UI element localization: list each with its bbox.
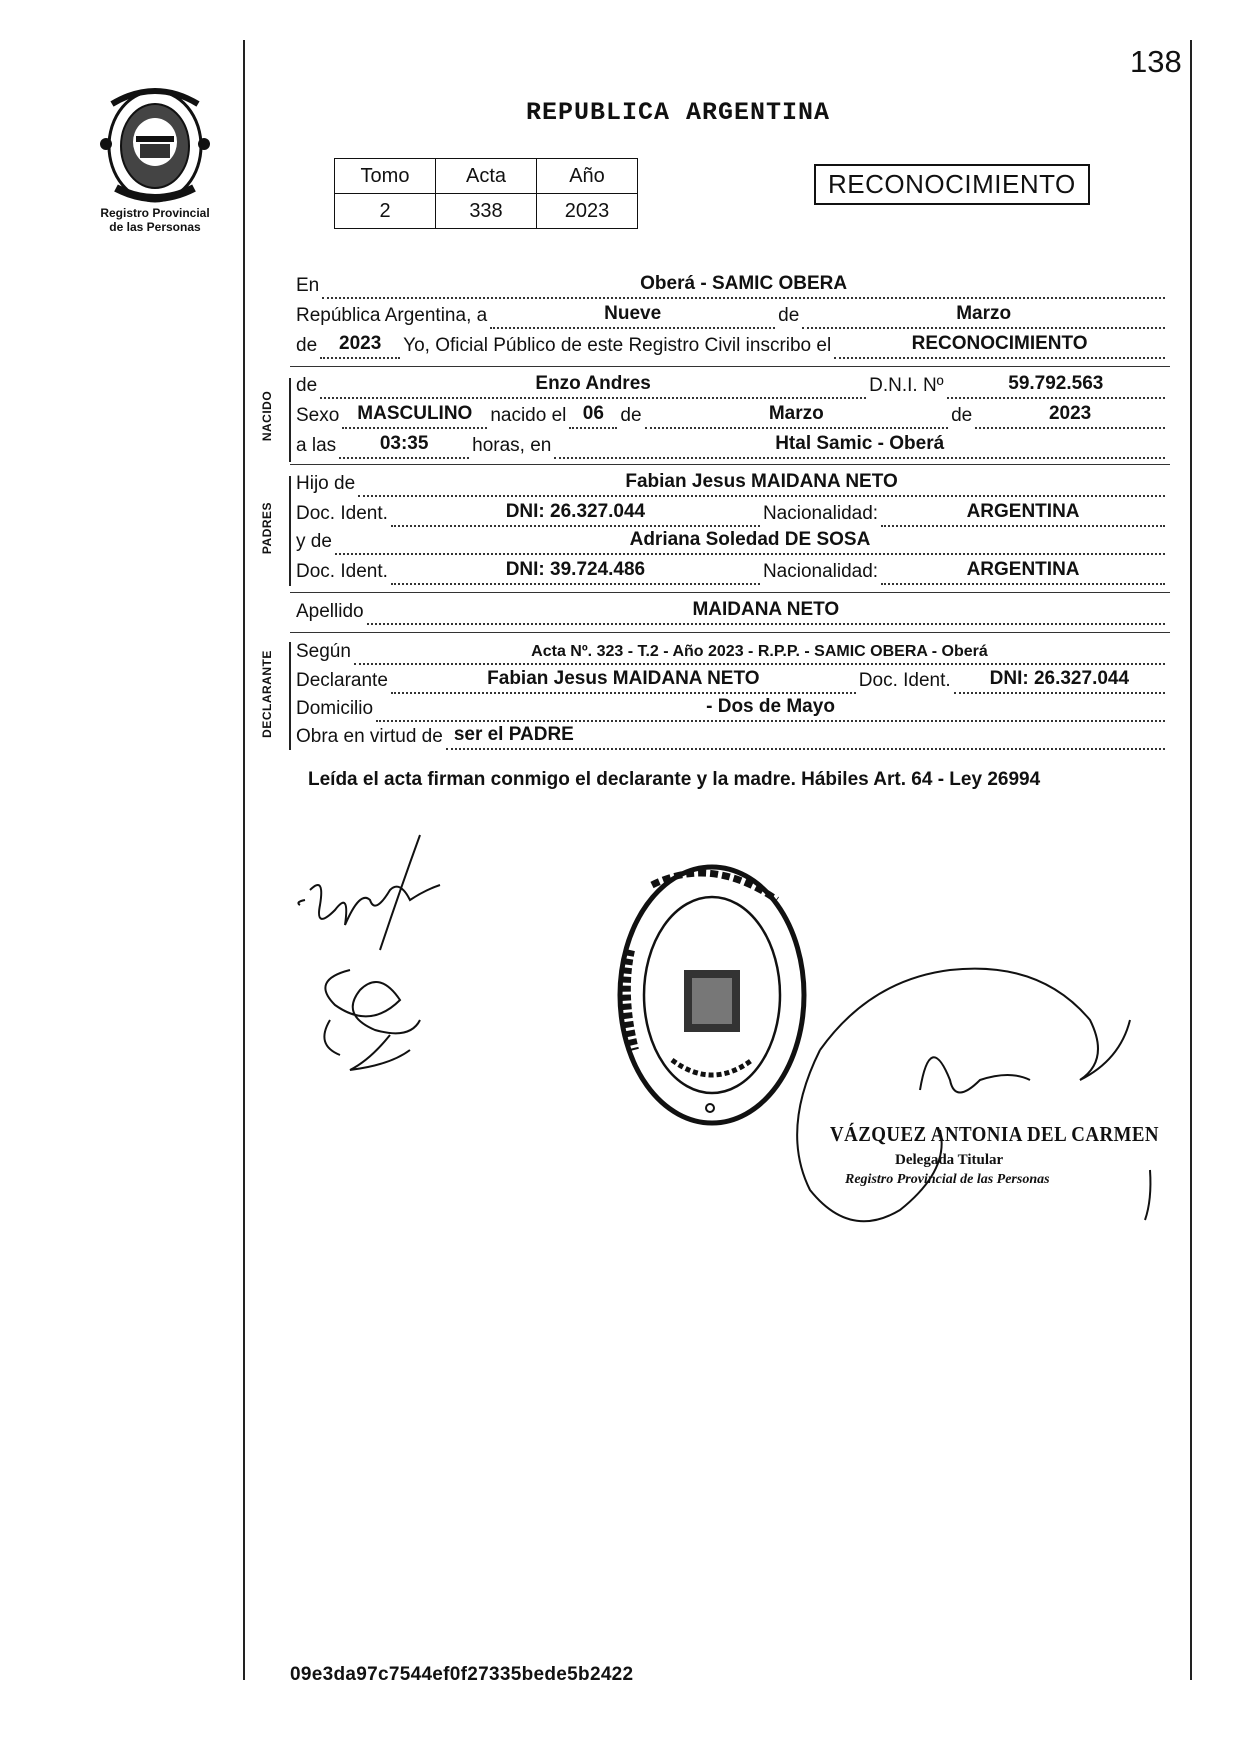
- label-hijo: Hijo de: [296, 473, 356, 494]
- side-label-padres: PADRES: [260, 501, 274, 555]
- value-birth-year: 2023: [1048, 403, 1092, 424]
- document-hash: 09e3da97c7544ef0f27335bede5b2422: [290, 1664, 634, 1685]
- label-mother-nat: Nacionalidad:: [762, 561, 879, 582]
- crest-caption-line1: Registro Provincial: [100, 206, 210, 220]
- value-obra: ser el PADRE: [453, 724, 574, 745]
- label-inscribe: Yo, Oficial Público de este Registro Civil inscribo el: [403, 335, 832, 356]
- declarant-signature: [290, 830, 470, 1080]
- crest-caption: [80, 206, 230, 234]
- register-header-anio: Año: [537, 159, 638, 194]
- value-dni: 59.792.563: [1008, 373, 1104, 394]
- divider-declarante-top: [290, 632, 1170, 633]
- value-father: Fabian Jesus MAIDANA NETO: [625, 471, 898, 492]
- label-de-month: de: [620, 405, 642, 426]
- page-number: 138: [1130, 44, 1182, 79]
- official-office: Registro Provincial de las Personas: [845, 1172, 1050, 1187]
- row-name: [296, 370, 1168, 399]
- row-place: [296, 270, 1168, 299]
- label-declarant-doc: Doc. Ident.: [858, 670, 951, 691]
- value-declarant: Fabian Jesus MAIDANA NETO: [487, 668, 760, 689]
- register-table: [334, 158, 638, 229]
- label-de: de: [778, 305, 800, 326]
- divider-apellido-top: [290, 592, 1170, 593]
- register-value-row: [335, 194, 638, 229]
- side-label-nacido: NACIDO: [260, 390, 274, 442]
- value-act-type: RECONOCIMIENTO: [911, 333, 1088, 354]
- row-obra: [296, 721, 1168, 750]
- label-nacido: nacido el: [490, 405, 567, 426]
- side-bar-declarante: [289, 642, 291, 750]
- row-birth: [296, 400, 1168, 429]
- row-declarant: [296, 665, 1168, 694]
- value-birth-day: 06: [582, 403, 604, 424]
- label-dni: D.N.I. Nº: [869, 375, 944, 396]
- crest-caption-line2: de las Personas: [109, 220, 201, 234]
- official-title: Delegada Titular: [895, 1152, 1004, 1168]
- value-month: Marzo: [956, 303, 1012, 324]
- register-value-acta: 338: [436, 194, 537, 229]
- document-type-box: RECONOCIMIENTO: [814, 164, 1090, 205]
- label-mother-doc: Doc. Ident.: [296, 561, 388, 582]
- label-father-nat: Nacionalidad:: [762, 503, 879, 524]
- value-segun: Acta Nº. 323 - T.2 - Año 2023 - R.P.P. - SAMIC OBERA - Oberá: [531, 643, 988, 660]
- value-mother-nat: ARGENTINA: [966, 559, 1080, 580]
- register-header-row: [335, 159, 638, 194]
- label-segun: Según: [296, 641, 351, 662]
- label-sexo: Sexo: [296, 405, 340, 426]
- row-father: [296, 468, 1168, 497]
- value-mother: Adriana Soledad DE SOSA: [629, 529, 871, 550]
- label-de-name: de: [296, 375, 318, 396]
- value-domicilio: - Dos de Mayo: [706, 696, 835, 717]
- value-sexo: MASCULINO: [357, 403, 473, 424]
- side-label-declarante: DECLARANTE: [260, 650, 275, 738]
- row-mother-doc: [296, 556, 1168, 585]
- value-time: 03:35: [379, 433, 429, 454]
- register-value-anio: 2023: [537, 194, 638, 229]
- label-declarante: Declarante: [296, 670, 388, 691]
- value-surname: MAIDANA NETO: [692, 599, 840, 620]
- value-birth-month: Marzo: [768, 403, 824, 424]
- label-de-year: de: [296, 335, 318, 356]
- value-birth-place: Htal Samic - Oberá: [775, 433, 945, 454]
- label-obra: Obra en virtud de: [296, 726, 443, 747]
- side-bar-nacido: [289, 378, 291, 462]
- label-yde: y de: [296, 531, 332, 552]
- row-father-doc: [296, 498, 1168, 527]
- row-segun: [296, 636, 1168, 665]
- divider-nacido-top: [290, 366, 1170, 367]
- province-crest-logo: [92, 84, 218, 204]
- label-horas: horas, en: [472, 435, 552, 456]
- closing-note: Leída el acta firman conmigo el declarante y la madre. Hábiles Art. 64 - Ley 26994: [308, 769, 1041, 790]
- official-signature: [780, 930, 1180, 1250]
- row-domicilio: [296, 693, 1168, 722]
- label-domicilio: Domicilio: [296, 698, 374, 719]
- value-day-word: Nueve: [604, 303, 662, 324]
- side-bar-padres: [289, 476, 291, 586]
- row-surname: [296, 596, 1168, 625]
- row-date: [296, 300, 1168, 329]
- value-place: Oberá - SAMIC OBERA: [640, 273, 848, 294]
- value-year: 2023: [339, 333, 382, 354]
- register-header-acta: Acta: [436, 159, 537, 194]
- value-father-doc: DNI: 26.327.044: [505, 501, 646, 522]
- official-name: VÁZQUEZ ANTONIA DEL CARMEN: [830, 1122, 1160, 1146]
- row-mother: [296, 526, 1168, 555]
- row-time: [296, 430, 1168, 459]
- label-alas: a las: [296, 435, 337, 456]
- label-father-doc: Doc. Ident.: [296, 503, 388, 524]
- value-name: Enzo Andres: [535, 373, 651, 394]
- register-header-tomo: Tomo: [335, 159, 436, 194]
- right-margin-line: [1190, 40, 1192, 1680]
- register-value-tomo: 2: [335, 194, 436, 229]
- country-heading: REPUBLICA ARGENTINA: [526, 98, 831, 127]
- label-en: En: [296, 275, 320, 296]
- divider-padres-top: [290, 464, 1170, 465]
- left-margin-line: [243, 40, 245, 1680]
- row-inscribe: [296, 330, 1168, 359]
- label-apellido: Apellido: [296, 601, 364, 622]
- value-mother-doc: DNI: 39.724.486: [505, 559, 646, 580]
- value-declarant-doc: DNI: 26.327.044: [989, 668, 1130, 689]
- label-republica: República Argentina, a: [296, 305, 488, 326]
- label-de-birth-year: de: [951, 405, 973, 426]
- value-father-nat: ARGENTINA: [966, 501, 1080, 522]
